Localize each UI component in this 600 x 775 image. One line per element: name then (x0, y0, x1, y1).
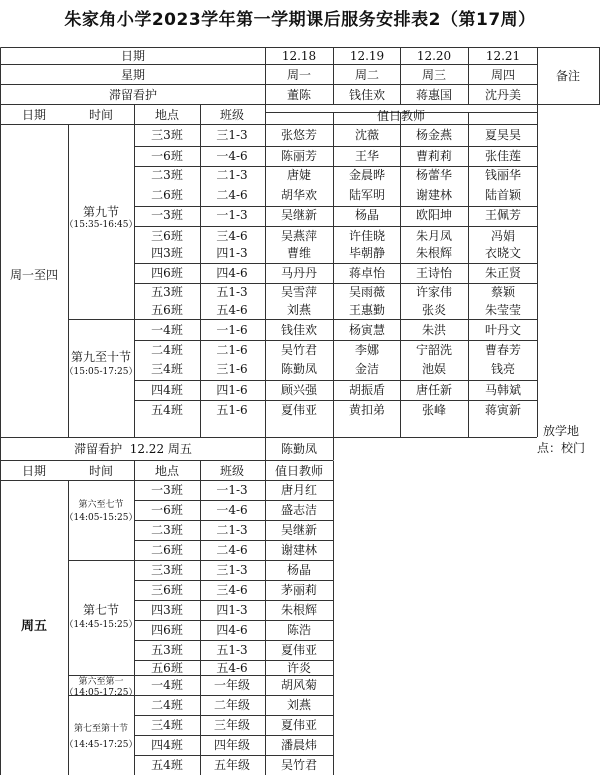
monthu-slot2-time: （15:05-17:25） (64, 367, 138, 377)
fri-row-location: 一4班 (151, 678, 183, 692)
fri-slot2-time: （14:45-15:25） (64, 620, 138, 630)
colhead-date: 日期 (21, 108, 47, 122)
header-weekday-3: 周三 (421, 68, 447, 82)
monthu-row-class: 三4-6 (216, 229, 248, 243)
monthu-row-teacher: 冯娟 (490, 229, 516, 243)
monthu-row-class: 一1-3 (216, 208, 248, 222)
header-duty-4: 沈丹美 (484, 88, 522, 102)
fri-row-class: 一1-3 (216, 483, 248, 497)
fri-colhead-time: 时间 (88, 464, 114, 478)
header-remark-label: 备注 (555, 69, 581, 83)
fri-row-class: 四4-6 (216, 623, 248, 637)
monthu-row-teacher: 钱丽华 (484, 168, 522, 182)
fri-row-location: 三4班 (151, 718, 183, 732)
monthu-row-class: 二4-6 (216, 188, 248, 202)
monthu-row-teacher: 蔡颖 (490, 285, 516, 299)
fri-row-class: 三年级 (213, 718, 251, 732)
fri-row-location: 四6班 (151, 623, 183, 637)
fri-row-location: 五4班 (151, 758, 183, 772)
fri-row-class: 五4-6 (216, 661, 248, 675)
fri-row-teacher: 夏伟亚 (280, 643, 318, 657)
monthu-row-location: 三4班 (151, 362, 183, 376)
monthu-row-teacher: 吴燕萍 (280, 229, 318, 243)
fri-row-teacher: 杨晶 (286, 563, 312, 577)
monthu-row-location: 三3班 (151, 128, 183, 142)
fri-row-teacher: 盛志洁 (280, 503, 318, 517)
monthu-row-teacher: 吴雪萍 (280, 285, 318, 299)
fri-row-class: 五年级 (213, 758, 251, 772)
monthu-row-teacher: 池娱 (421, 362, 447, 376)
monthu-row-teacher: 钱亮 (490, 362, 516, 376)
monthu-row-class: 四1-6 (216, 383, 248, 397)
fri-colhead-teacher: 值日教师 (274, 464, 324, 478)
fri-row-teacher: 吴竹君 (280, 758, 318, 772)
page-title: 朱家角小学2023学年第一学期课后服务安排表2（第17周） (64, 10, 536, 30)
monthu-row-teacher: 朱月凤 (415, 229, 453, 243)
monthu-row-teacher: 欧阳坤 (415, 208, 453, 222)
header-date-1: 12.18 (281, 49, 317, 63)
monthu-row-teacher: 叶丹文 (484, 323, 522, 337)
header-weekday-label: 星期 (120, 68, 146, 82)
fri-row-teacher: 夏伟亚 (280, 718, 318, 732)
monthu-row-teacher: 夏伟亚 (280, 403, 318, 417)
fri-row-location: 四3班 (151, 603, 183, 617)
monthu-row-teacher: 杨金燕 (415, 128, 453, 142)
fri-row-location: 三3班 (151, 563, 183, 577)
monthu-row-teacher: 吴竹君 (280, 343, 318, 357)
monthu-row-teacher: 王诗怡 (415, 266, 453, 280)
fri-row-class: 三4-6 (216, 583, 248, 597)
fri-slot4-time: （14:45-17:25） (64, 740, 138, 750)
monthu-row-location: 四6班 (151, 266, 183, 280)
monthu-row-teacher: 宁韶洗 (415, 343, 453, 357)
monthu-row-teacher: 蒋卓怡 (348, 266, 386, 280)
fri-row-teacher: 陈浩 (286, 623, 312, 637)
fri-row-class: 四1-3 (216, 603, 248, 617)
monthu-row-teacher: 曹莉莉 (415, 149, 453, 163)
fri-day-label: 周五 (20, 619, 48, 634)
fri-row-location: 三6班 (151, 583, 183, 597)
fri-slot3-time: （14:05-17:25） (64, 688, 138, 698)
monthu-row-teacher: 朱洪 (421, 323, 447, 337)
monthu-row-teacher: 金晨晔 (348, 168, 386, 182)
monthu-row-teacher: 马韩斌 (484, 383, 522, 397)
monthu-row-teacher: 朱正贤 (484, 266, 522, 280)
fri-colhead-class: 班级 (219, 464, 245, 478)
fri-row-location: 五3班 (151, 643, 183, 657)
fri-row-location: 二4班 (151, 698, 183, 712)
header-weekday-4: 周四 (490, 68, 516, 82)
colhead-class: 班级 (219, 108, 245, 122)
monthu-row-teacher: 马丹丹 (280, 266, 318, 280)
fri-row-teacher: 吴继新 (280, 523, 318, 537)
monthu-row-class: 三1-6 (216, 362, 248, 376)
fri-duty-teacher: 陈勤凤 (280, 442, 318, 456)
monthu-row-teacher: 张悠芳 (280, 128, 318, 142)
monthu-row-class: 四4-6 (216, 266, 248, 280)
monthu-row-teacher: 王惠勤 (348, 303, 386, 317)
fri-slot1-time: （14:05-15:25） (64, 513, 138, 523)
fri-row-class: 二4-6 (216, 543, 248, 557)
monthu-row-location: 四3班 (151, 246, 183, 260)
monthu-row-teacher: 吴继新 (280, 208, 318, 222)
monthu-row-teacher: 沈薇 (354, 128, 380, 142)
monthu-row-location: 五3班 (151, 285, 183, 299)
monthu-row-location: 一4班 (151, 323, 183, 337)
header-duty-1: 董陈 (286, 88, 312, 102)
fri-row-teacher: 谢建林 (280, 543, 318, 557)
monthu-row-teacher: 杨蕾华 (415, 168, 453, 182)
header-duty-label: 滞留看护 (108, 88, 158, 102)
dismissal-note-line1: 放学地 (543, 424, 580, 438)
monthu-row-location: 二3班 (151, 168, 183, 182)
monthu-row-teacher: 王佩芳 (484, 208, 522, 222)
monthu-row-class: 二1-6 (216, 343, 248, 357)
header-date-3: 12.20 (416, 49, 452, 63)
fri-row-teacher: 茅丽莉 (280, 583, 318, 597)
fri-slot4-name: 第七至第十节 (73, 724, 129, 734)
monthu-row-teacher: 曹春芳 (484, 343, 522, 357)
monthu-row-teacher: 陈勤凤 (280, 362, 318, 376)
monthu-row-class: 五1-6 (216, 403, 248, 417)
monthu-row-location: 五4班 (151, 403, 183, 417)
dismissal-note-line2: 点：校门 (537, 441, 586, 455)
monthu-row-teacher: 陈丽芳 (280, 149, 318, 163)
colhead-time: 时间 (88, 108, 114, 122)
monthu-row-teacher: 张峰 (421, 403, 447, 417)
monthu-row-teacher: 胡振盾 (348, 383, 386, 397)
monthu-row-class: 五1-3 (216, 285, 248, 299)
monthu-row-teacher: 王华 (354, 149, 380, 163)
monthu-slot1-time: （15:35-16:45） (64, 220, 138, 230)
monthu-row-teacher: 顾兴强 (280, 383, 318, 397)
fri-duty-date: 12.22 (129, 442, 165, 456)
monthu-row-teacher: 朱莹莹 (484, 303, 522, 317)
fri-row-teacher: 朱根辉 (280, 603, 318, 617)
header-weekday-1: 周一 (286, 68, 312, 82)
monthu-row-teacher: 许家伟 (415, 285, 453, 299)
fri-duty-label: 滞留看护 (74, 442, 123, 456)
fri-row-teacher: 潘晨炜 (280, 738, 318, 752)
fri-row-class: 二1-3 (216, 523, 248, 537)
fri-duty-day: 周五 (167, 442, 192, 456)
fri-slot1-name: 第六至七节 (78, 500, 124, 510)
fri-row-class: 二年级 (213, 698, 251, 712)
monthu-row-teacher: 杨寅慧 (348, 323, 386, 337)
monthu-row-class: 一4-6 (216, 149, 248, 163)
monthu-row-teacher: 衣晓文 (484, 246, 522, 260)
header-date-2: 12.19 (349, 49, 385, 63)
fri-row-class: 一年级 (213, 678, 251, 692)
monthu-row-teacher: 钱佳欢 (280, 323, 318, 337)
fri-row-teacher: 刘燕 (286, 698, 312, 712)
monthu-row-location: 五6班 (151, 303, 183, 317)
monthu-row-teacher: 胡华欢 (280, 188, 318, 202)
header-duty-3: 蒋惠国 (415, 88, 453, 102)
monthu-day-label: 周一至四 (9, 268, 59, 282)
monthu-row-teacher: 吴雨薇 (348, 285, 386, 299)
monthu-row-teacher: 黄扣弟 (348, 403, 386, 417)
fri-colhead-location: 地点 (154, 464, 180, 478)
monthu-row-teacher: 张炎 (421, 303, 447, 317)
monthu-row-class: 五4-6 (216, 303, 248, 317)
fri-row-class: 一4-6 (216, 503, 248, 517)
header-date-label: 日期 (120, 49, 146, 63)
monthu-row-class: 四1-3 (216, 246, 248, 260)
monthu-row-teacher: 唐任新 (415, 383, 453, 397)
monthu-row-class: 二1-3 (216, 168, 248, 182)
fri-duty-row (74, 443, 192, 455)
fri-row-location: 二6班 (151, 543, 183, 557)
monthu-row-teacher: 曹维 (286, 246, 312, 260)
monthu-row-teacher: 张佳莲 (484, 149, 522, 163)
monthu-row-location: 三6班 (151, 229, 183, 243)
monthu-row-teacher: 杨晶 (354, 208, 380, 222)
monthu-row-teacher: 陆首颖 (484, 188, 522, 202)
fri-row-location: 一6班 (151, 503, 183, 517)
header-weekday-2: 周二 (354, 68, 380, 82)
fri-row-teacher: 许炎 (286, 661, 312, 675)
fri-row-teacher: 胡风菊 (280, 678, 318, 692)
header-date-4: 12.21 (485, 49, 521, 63)
monthu-row-location: 四4班 (151, 383, 183, 397)
monthu-row-teacher: 毕朝静 (348, 246, 386, 260)
monthu-row-location: 一3班 (151, 208, 183, 222)
monthu-row-class: 三1-3 (216, 128, 248, 142)
monthu-row-location: 二6班 (151, 188, 183, 202)
fri-row-class: 三1-3 (216, 563, 248, 577)
header-duty-2: 钱佳欢 (348, 88, 386, 102)
fri-slot3-name: 第六至第一 (78, 677, 124, 687)
fri-row-location: 一3班 (151, 483, 183, 497)
monthu-row-teacher: 金洁 (354, 362, 380, 376)
monthu-row-teacher: 唐婕 (286, 168, 312, 182)
fri-row-location: 四4班 (151, 738, 183, 752)
fri-row-class: 五1-3 (216, 643, 248, 657)
fri-row-class: 四年级 (213, 738, 251, 752)
fri-row-teacher: 唐月红 (280, 483, 318, 497)
monthu-row-teacher: 陆军明 (348, 188, 386, 202)
fri-row-location: 五6班 (151, 661, 183, 675)
colhead-location: 地点 (154, 108, 180, 122)
monthu-row-teacher: 朱根辉 (415, 246, 453, 260)
monthu-row-class: 一1-6 (216, 323, 248, 337)
monthu-row-teacher: 夏昊昊 (484, 128, 522, 142)
monthu-row-location: 一6班 (151, 149, 183, 163)
monthu-row-teacher: 谢建林 (415, 188, 453, 202)
fri-colhead-date: 日期 (21, 464, 47, 478)
monthu-row-teacher: 李娜 (354, 343, 380, 357)
monthu-slot1-name: 第九节 (82, 205, 120, 219)
monthu-row-location: 二4班 (151, 343, 183, 357)
monthu-slot2-name: 第九至十节 (70, 350, 132, 364)
monthu-row-teacher: 许佳晓 (348, 229, 386, 243)
fri-row-location: 二3班 (151, 523, 183, 537)
monthu-row-teacher: 蒋寅新 (484, 403, 522, 417)
colhead-teachers: 值日教师 (376, 109, 426, 123)
fri-slot2-name: 第七节 (82, 603, 120, 617)
monthu-row-teacher: 刘燕 (286, 303, 312, 317)
